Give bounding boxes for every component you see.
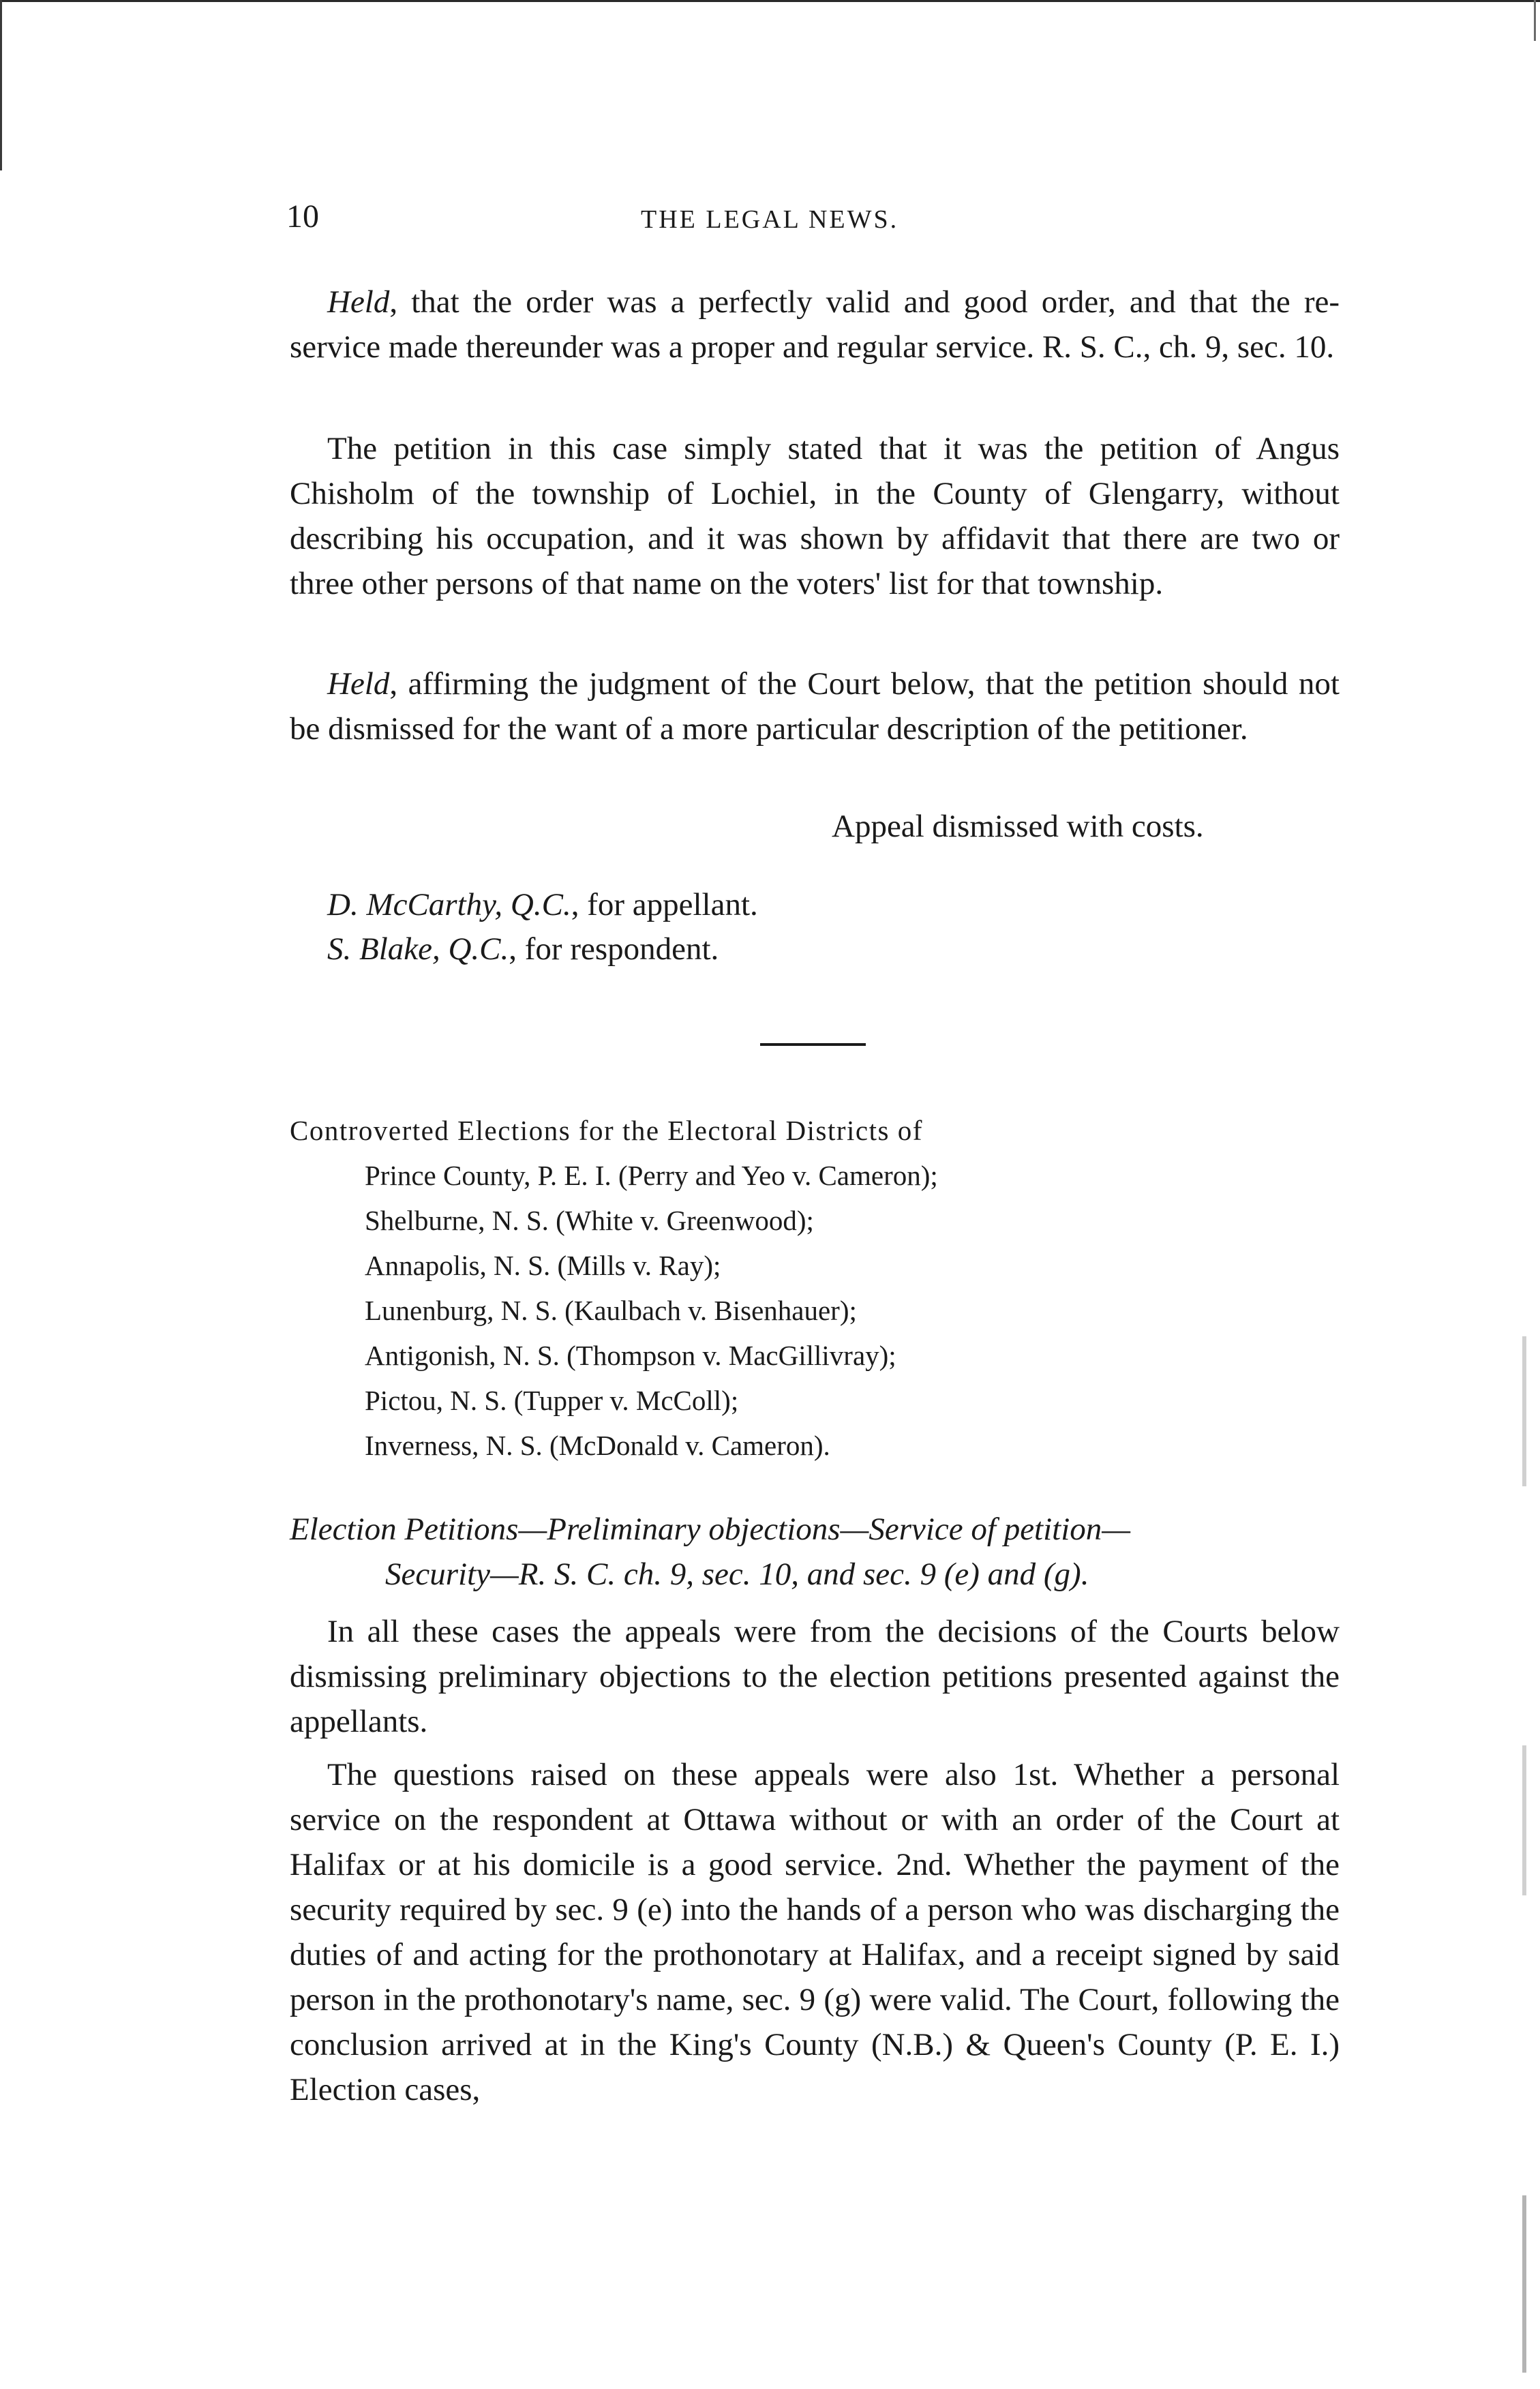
catchwords	[290, 1507, 1353, 1597]
counsel-role: , for appellant.	[571, 887, 758, 922]
catchwords-line: Election Petitions—Preliminary objections—Service of petition—	[290, 1512, 1131, 1547]
counsel-name: S. Blake, Q.C.	[327, 931, 509, 967]
held-paragraph-1	[290, 280, 1340, 370]
scan-edge-right	[1534, 0, 1536, 41]
catchwords-line: Security—R. S. C. ch. 9, sec. 10, and sec. 9 (e) and (g).	[385, 1557, 1089, 1592]
paragraph-text: The questions raised on these appeals were also 1st. Whether a personal service on the respondent at Ottawa without or with an order of the Court at Halifax or at his domicile is a good service. 2nd. Whether the payment of the security required by sec. 9 (e) into the hands of a person who was discharging the duties of and acting for the prothonotary at Halifax, and a receipt signed by said person in the prothonotary's name, sec. 9 (g) were valid. The Court, following the conclusion arrived at in the King's County (N.B.) & Queen's County (P. E. I.) Election cases,	[290, 1757, 1340, 2107]
page-number: 10	[286, 198, 319, 235]
case-entry: Prince County, P. E. I. (Perry and Yeo v. Cameron);	[365, 1160, 938, 1191]
case-entry: Shelburne, N. S. (White v. Greenwood);	[365, 1205, 814, 1236]
case-entry: Lunenburg, N. S. (Kaulbach v. Bisenhauer);	[365, 1295, 857, 1326]
questions-paragraph	[290, 1752, 1340, 2112]
case-entry: Antigonish, N. S. (Thompson v. MacGillivray);	[365, 1340, 896, 1371]
facts-paragraph	[290, 426, 1340, 606]
scan-noise	[1522, 2195, 1526, 2373]
disposition: Appeal dismissed with costs.	[832, 809, 1204, 844]
paragraph-text: , affirming the judgment of the Court below, that the petition should not be dismissed for the want of a more particular description of the petitioner.	[290, 666, 1340, 747]
counsel-name: D. McCarthy, Q.C.	[327, 887, 571, 922]
paragraph-text: , that the order was a perfectly valid and good order, and that the re-service made thereunder was a proper and regular service. R. S. C., ch. 9, sec. 10.	[290, 284, 1340, 365]
held-lead: Held	[327, 284, 390, 320]
case-heading-title: Controverted Elections for the Electoral Districts of	[290, 1115, 923, 1146]
held-lead: Held	[327, 666, 390, 702]
scan-noise	[1522, 1745, 1526, 1895]
counsel-appellant	[327, 886, 758, 923]
counsel-role: , for respondent.	[509, 931, 719, 967]
held-paragraph-2	[290, 661, 1340, 751]
scan-edge-left	[0, 0, 2, 170]
page-header	[286, 198, 1534, 252]
counsel-respondent	[327, 931, 719, 967]
running-head: THE LEGAL NEWS.	[641, 205, 899, 234]
paragraph-text: The petition in this case simply stated that it was the petition of Angus Chisholm of the township of Lochiel, in the County of Glengarry, without describing his occupation, and it was shown by affidavit that there are two or three other persons of that name on the voters' list for that township.	[290, 431, 1340, 601]
cases-paragraph	[290, 1609, 1340, 1744]
case-entry: Annapolis, N. S. (Mills v. Ray);	[365, 1250, 721, 1281]
case-entry: Inverness, N. S. (McDonald v. Cameron).	[365, 1430, 830, 1461]
case-heading	[290, 1108, 1353, 1468]
scan-noise	[1522, 1336, 1526, 1486]
section-divider	[760, 1043, 866, 1046]
case-entry: Pictou, N. S. (Tupper v. McColl);	[365, 1385, 739, 1416]
scan-edge-top	[0, 0, 1540, 2]
paragraph-text: In all these cases the appeals were from the decisions of the Courts below dismissing preliminary objections to the election petitions presented against the appellants.	[290, 1614, 1340, 1739]
